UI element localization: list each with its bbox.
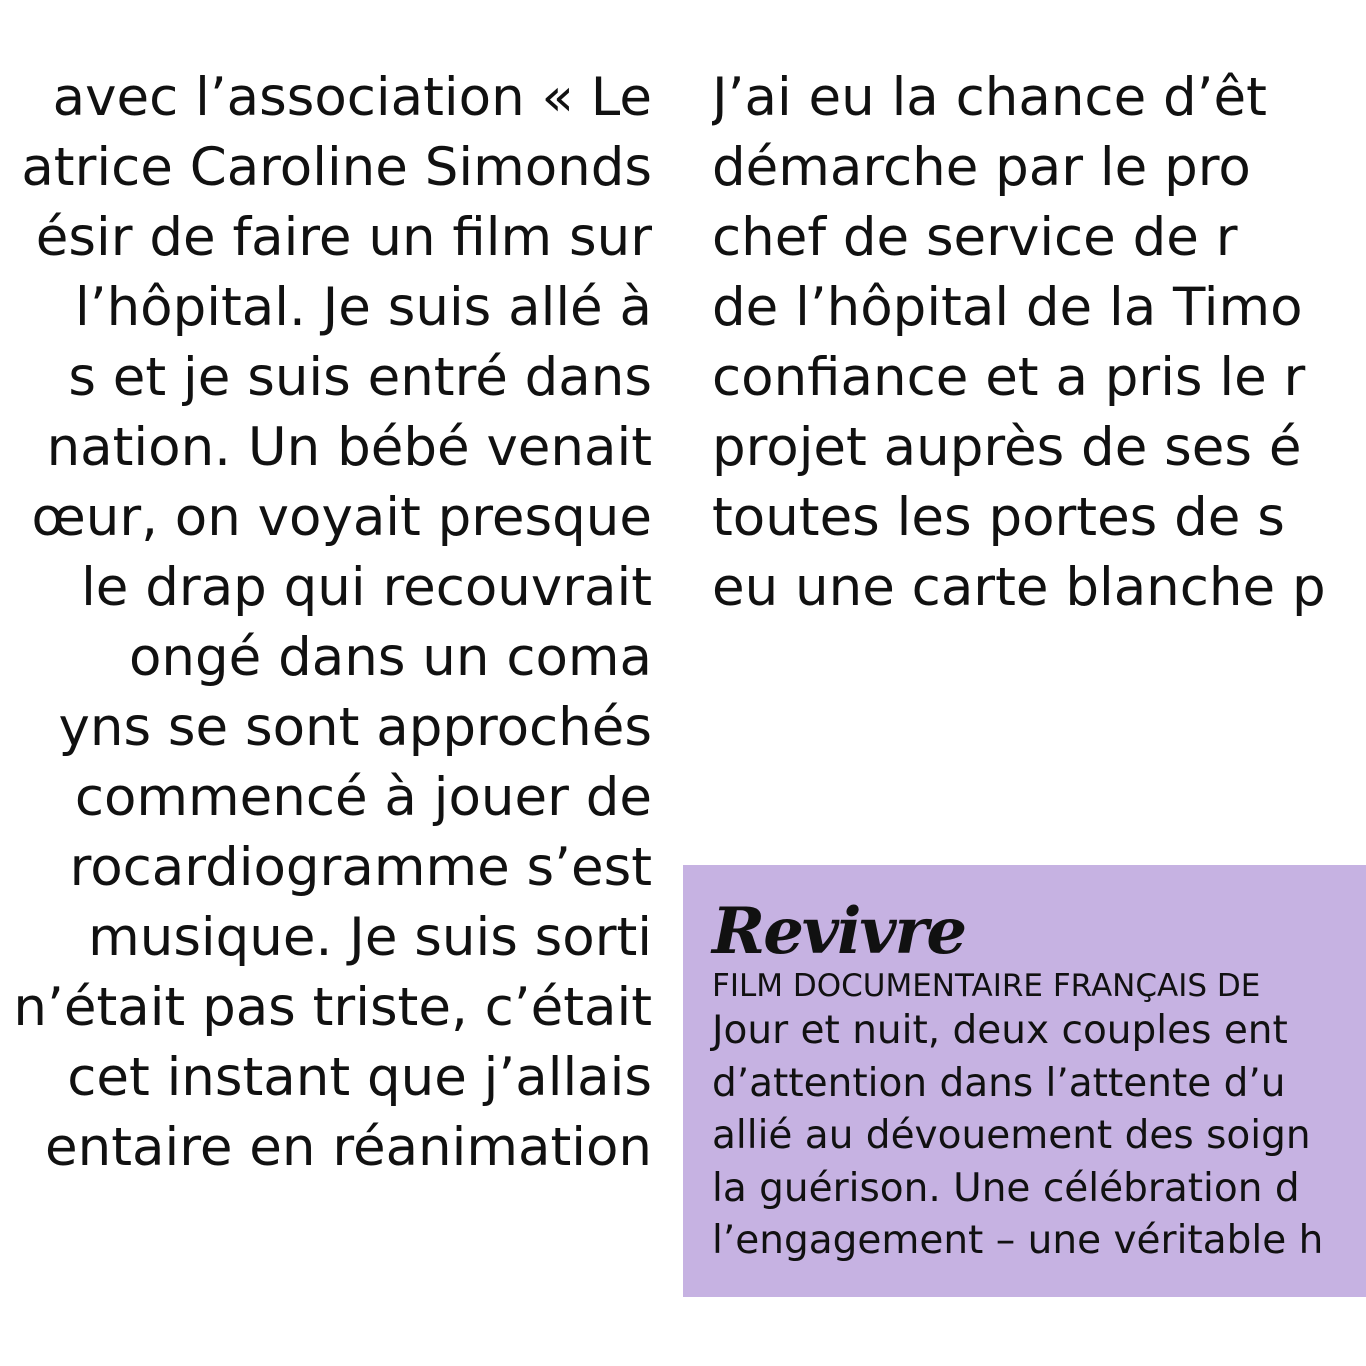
article-line: de l’hôpital de la Timo [712,277,1303,338]
article-line: commencé à jouer de [74,767,652,828]
synopsis-line: la guérison. Une célébration d [712,1165,1300,1211]
article-line: entaire en réanimation [45,1117,652,1178]
film-title: Revivre [712,894,966,969]
synopsis-line: d’attention dans l’attente d’u [712,1060,1286,1106]
synopsis-line: Jour et nuit, deux couples ent [712,1008,1288,1053]
article-line: J’ai eu la chance d’êt [712,67,1267,128]
article-line: ongé dans un coma [129,627,652,688]
article-line: s et je suis entré dans [68,347,652,408]
article-line: projet auprès de ses é [712,417,1302,478]
article-line: confiance et a pris le r [712,347,1306,408]
article-line: toutes les portes de s [712,487,1285,548]
film-info-content [712,893,1366,1268]
article-right-column [712,63,1366,623]
article-line: eu une carte blanche p [712,557,1326,618]
article-line: cet instant que j’allais [67,1047,652,1108]
article-line: ésir de faire un film sur [35,207,652,268]
article-line: le drap qui recouvrait [81,557,652,618]
article-line: avec l’association « Le [52,67,652,128]
synopsis-line: allié au dévouement des soign [712,1113,1311,1158]
film-subtitle: FILM DOCUMENTAIRE FRANÇAIS DE [712,968,1261,1004]
film-info-box [683,865,1366,1297]
article-line: yns se sont approchés [58,697,652,758]
article-line: n’était pas triste, c’était [13,977,652,1038]
article-line: chef de service de r [712,207,1238,268]
film-synopsis [712,1005,1366,1268]
article-line: démarche par le pro [712,137,1251,198]
article-line: musique. Je suis sorti [88,907,652,968]
article-line: atrice Caroline Simonds [21,137,652,198]
synopsis-line: l’engagement – une véritable h [712,1218,1324,1263]
article-line: rocardiogramme s’est [69,837,652,898]
article-left-column [0,63,652,1183]
article-line: œur, on voyait presque [31,487,652,548]
article-line: l’hôpital. Je suis allé à [75,277,652,338]
article-line: nation. Un bébé venait [46,417,652,478]
